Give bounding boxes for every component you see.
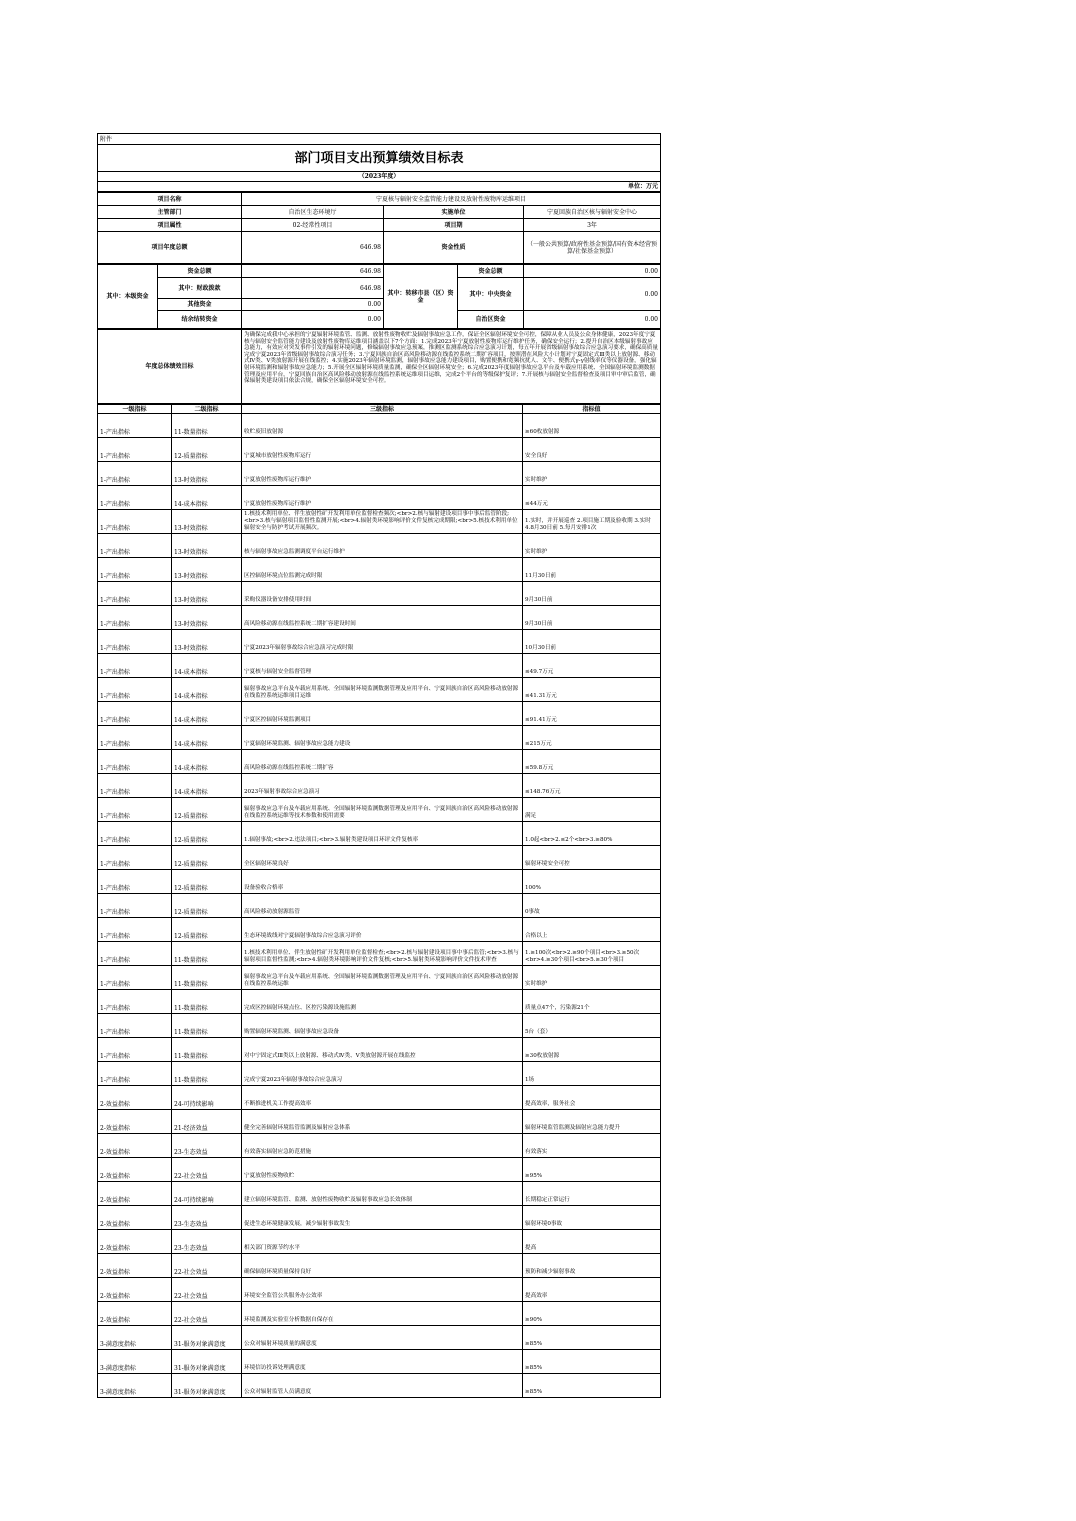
annual-total-value: 646.98 (242, 232, 384, 264)
indicator-level2: 21-经济效益 (172, 1110, 242, 1134)
indicator-level2: 13-时效指标 (172, 534, 242, 558)
transfer-total-label: 资金总额 (458, 265, 524, 278)
indicator-level1: 2-效益指标 (98, 1110, 172, 1134)
indicator-level3: 宁夏核与辐射安全监督管理 (242, 654, 523, 678)
indicator-level1: 1-产出指标 (98, 462, 172, 486)
indicator-level2: 11-数量指标 (172, 1038, 242, 1062)
indicator-level1: 1-产出指标 (98, 438, 172, 462)
indicator-level3: 对中宁固定式Ⅲ类以上放射源、移动式Ⅳ类、Ⅴ类放射源开展在线监控 (242, 1038, 523, 1062)
indicator-level3: 建立辐射环境监管、监测、放射性废物收贮及辐射事故应急长效体制 (242, 1182, 523, 1206)
indicator-level2: 14-成本指标 (172, 774, 242, 798)
indicator-level2: 24-可持续影响 (172, 1182, 242, 1206)
indicator-level1: 2-效益指标 (98, 1158, 172, 1182)
table-row (98, 1206, 661, 1230)
indicator-value: 满足 (523, 798, 661, 822)
table-row (98, 1158, 661, 1182)
table-row (98, 1038, 661, 1062)
table-row (98, 462, 661, 486)
indicator-level1: 2-效益指标 (98, 1182, 172, 1206)
table-row (98, 1182, 661, 1206)
indicator-value: ≤148.76万元 (523, 774, 661, 798)
indicator-level2: 14-成本指标 (172, 702, 242, 726)
indicator-value: 安全良好 (523, 438, 661, 462)
fiscal-value: 646.98 (242, 278, 384, 299)
indicator-level1: 2-效益指标 (98, 1254, 172, 1278)
indicator-level1: 1-产出指标 (98, 606, 172, 630)
indicator-level2: 13-时效指标 (172, 558, 242, 582)
attachment-label: 附件 (98, 134, 661, 145)
indicator-level3: 宁夏区控辐射环境监测项目 (242, 702, 523, 726)
indicator-level1: 1-产出指标 (98, 1014, 172, 1038)
funds-table (97, 264, 661, 329)
indicator-level1: 1-产出指标 (98, 1062, 172, 1086)
table-row (98, 1326, 661, 1350)
indicator-level3: 完成宁夏2023年辐射事故综合应急演习 (242, 1062, 523, 1086)
indicator-level3: 辐射事故应急平台及车载应用系统、全国辐射环境监测数据管理及应用平台、宁夏回族自治区高风险移动放射源在线监控系统运维项目运维 (242, 678, 523, 702)
table-row (98, 1230, 661, 1254)
indicator-level1: 2-效益指标 (98, 1302, 172, 1326)
indicator-level1: 1-产出指标 (98, 654, 172, 678)
indicator-level2: 11-数量指标 (172, 990, 242, 1014)
table-row (98, 606, 661, 630)
indicator-level3: 辐射事故应急平台及车载应用系统、全国辐射环境监测数据管理及应用平台、宁夏回族自治区高风险移动放射源在线监控系统运维 (242, 966, 523, 990)
table-row (98, 654, 661, 678)
indicator-level1: 1-产出指标 (98, 558, 172, 582)
unit-label: 单位：万元 (98, 182, 661, 192)
indicator-value: 有效落实 (523, 1134, 661, 1158)
project-name-label: 项目名称 (98, 193, 242, 206)
indicator-value: 实时维护 (523, 534, 661, 558)
indicator-level2: 12-质量指标 (172, 798, 242, 822)
indicator-level1: 1-产出指标 (98, 750, 172, 774)
table-row (98, 582, 661, 606)
indicator-level2: 31-服务对象满意度 (172, 1374, 242, 1398)
impl-unit-value: 宁夏回族自治区核与辐射安全中心 (524, 206, 661, 219)
indicator-level3: 区控辐射环境点位监测完成时限 (242, 558, 523, 582)
table-row (98, 726, 661, 750)
indicator-value: ≤49.7万元 (523, 654, 661, 678)
goal-label: 年度总体绩效目标 (98, 330, 242, 404)
indicator-level3: 相关部门资源节约水平 (242, 1230, 523, 1254)
goal-table (97, 329, 661, 404)
indicator-level2: 22-社会效益 (172, 1302, 242, 1326)
indicator-level3: 有效落实辐射应急防范措施 (242, 1134, 523, 1158)
indicator-level1: 1-产出指标 (98, 966, 172, 990)
period-label: 项目期 (384, 219, 524, 232)
indicator-level3: 促进生态环境健康发展，减少辐射事故发生 (242, 1206, 523, 1230)
indicator-table (97, 404, 661, 1398)
table-row (98, 918, 661, 942)
central-label: 其中：中央资金 (458, 278, 524, 311)
indicator-level3: 宁夏城市放射性废物库运行 (242, 438, 523, 462)
indicator-level1: 2-效益指标 (98, 1278, 172, 1302)
table-row (98, 870, 661, 894)
indicator-level1: 1-产出指标 (98, 990, 172, 1014)
indicator-value: ≤41.31万元 (523, 678, 661, 702)
indicator-level2: 13-时效指标 (172, 630, 242, 654)
indicator-level2: 24-可持续影响 (172, 1086, 242, 1110)
indicator-level3: 1.核技术利用单位、伴生放射性矿开发利用单位监督检查频次;<br>2.核与辐射建设项目事中事后监管阶段;<br>3.核与辐射项目监督性监测开展;<br>4.辐射类环境影响评价文件复核完成期限;<br>5.核技术利用单位辐射安全与防护考试开展频次。 (242, 510, 523, 534)
annual-total-label: 项目年度总额 (98, 232, 242, 264)
table-row (98, 486, 661, 510)
indicator-value: 合格以上 (523, 918, 661, 942)
table-row (98, 822, 661, 846)
period-value: 3年 (524, 219, 661, 232)
indicator-level3: 完成区控辐射环境点位、区控污染源设施监测 (242, 990, 523, 1014)
table-row (98, 1302, 661, 1326)
indicator-value: 1场 (523, 1062, 661, 1086)
indicator-level2: 14-成本指标 (172, 726, 242, 750)
indicator-level2: 23-生态效益 (172, 1134, 242, 1158)
indicator-level2: 12-质量指标 (172, 846, 242, 870)
indicator-level1: 1-产出指标 (98, 678, 172, 702)
indicator-level1: 1-产出指标 (98, 774, 172, 798)
table-row (98, 1278, 661, 1302)
table-row (98, 534, 661, 558)
indicator-level1: 1-产出指标 (98, 1038, 172, 1062)
indicator-level1: 2-效益指标 (98, 1230, 172, 1254)
indicator-level2: 12-质量指标 (172, 438, 242, 462)
indicator-level3: 全区辐射环境良好 (242, 846, 523, 870)
fund-total-value: 646.98 (242, 265, 384, 278)
table-row (98, 846, 661, 870)
indicator-level3: 宁夏2023年辐射事故综合应急演习完成时限 (242, 630, 523, 654)
table-row (98, 750, 661, 774)
table-row (98, 1134, 661, 1158)
indicator-header-level3: 三级指标 (242, 405, 523, 414)
indicator-level1: 1-产出指标 (98, 894, 172, 918)
goal-text: 为确保完成我中心承担的宁夏辐射环境监管、监测、放射性废物收贮及辐射事故应急工作，保证全区辐射环境安全可控，保障从业人员及公众身体健康，2023年度宁夏核与辐射安全监管能力建设及放射性废物库运维项目涵盖以下7个方面：1.完成2023年宁夏放射性废物库运行维护任务，确保安全运行；2.提升自治区本级辐射事故应急能力，有效应对突发事件引发的辐射环境问题，修编辐射事故应急预案，推测区监测系统综合应急演习计划，每五年开展省级辐射事故综合应急演习要求，确保高质量完成宁夏2023年省级辐射事故综合演习任务；3.宁夏回族自治区高风险移动源在线监控系统二期扩容项目，按照潜在风险大小计划对宁夏固定式Ⅲ类以上放射源、移动式Ⅳ类、Ⅴ类放射源开展在线监控；4.实施2023年辐射环境监测，辐射事故应急能力建设项目，购置便携和宽频抗扰人、文牛、便携式γ-γ射线率仪等仪器设备，强化辐射环境监测和辐射事故应急能力；5.开展全区辐射环境质量监测，确保全区辐射环境安全；6.完成2023年度辐射事故应急平台及车载应用系统、全国辐射环境监测数据管理及应用平台，宁夏回族自治区高风险移动放射源在线监控系统运维项目运维，完成2个平台的等级保护复评；7.开展核与辐射安全监督检查及项目审中审后监管，确保辐射类建设项目依法合规，确保全区辐射环境安全可控。 (242, 330, 661, 404)
indicator-level1: 1-产出指标 (98, 702, 172, 726)
indicator-level1: 3-满意度指标 (98, 1374, 172, 1398)
indicator-value: 实时维护 (523, 966, 661, 990)
indicator-value: ≥30枚放射源 (523, 1038, 661, 1062)
indicator-level1: 3-满意度指标 (98, 1326, 172, 1350)
indicator-level3: 生态环境战线对宁夏辐射事故综合应急演习评价 (242, 918, 523, 942)
other-fund-label: 其他资金 (158, 299, 242, 311)
transfer-fund-label: 其中：转移市县（区）资金 (384, 265, 458, 329)
table-row (98, 1086, 661, 1110)
indicator-level2: 13-时效指标 (172, 606, 242, 630)
indicator-level1: 1-产出指标 (98, 630, 172, 654)
performance-target-sheet (97, 133, 660, 1398)
indicator-level3: 高风险移动源在线监控系统二期扩容 (242, 750, 523, 774)
indicator-value: ≤44万元 (523, 486, 661, 510)
table-row (98, 990, 661, 1014)
indicator-value: 1.≥100次<br>2.≥90个项目<br>3.≥50次<br>4.≥30个项目<br>5.≥30个项目 (523, 942, 661, 966)
indicator-level2: 12-质量指标 (172, 894, 242, 918)
table-row (98, 630, 661, 654)
indicator-level3: 1.辐射事故;<br>2.违法项目;<br>3.辐射类建设项目环评文件复核率 (242, 822, 523, 846)
indicator-level2: 11-数量指标 (172, 1062, 242, 1086)
indicator-value: 长期稳定正常运行 (523, 1182, 661, 1206)
table-row (98, 1014, 661, 1038)
indicator-value: 预防和减少辐射事故 (523, 1254, 661, 1278)
indicator-level3: 采购仪器设备安排使用时间 (242, 582, 523, 606)
indicator-value: ≥85% (523, 1326, 661, 1350)
indicator-value: 5台（套） (523, 1014, 661, 1038)
indicator-level2: 22-社会效益 (172, 1254, 242, 1278)
indicator-level1: 1-产出指标 (98, 510, 172, 534)
indicator-level2: 31-服务对象满意度 (172, 1326, 242, 1350)
indicator-level1: 1-产出指标 (98, 942, 172, 966)
indicator-header-level2: 二级指标 (172, 405, 242, 414)
indicator-header-level1: 一级指标 (98, 405, 172, 414)
indicator-level3: 收贮废旧放射源 (242, 414, 523, 438)
indicator-level1: 2-效益指标 (98, 1086, 172, 1110)
indicator-value: ≤91.41万元 (523, 702, 661, 726)
indicator-value: 提高效率 (523, 1278, 661, 1302)
indicator-value: 10月30日前 (523, 630, 661, 654)
indicator-level1: 1-产出指标 (98, 846, 172, 870)
indicator-value: 11月30日前 (523, 558, 661, 582)
table-row (98, 702, 661, 726)
indicator-level2: 22-社会效益 (172, 1278, 242, 1302)
indicator-value: 提高效率，服务社会 (523, 1086, 661, 1110)
table-row (98, 1110, 661, 1134)
table-row (98, 942, 661, 966)
fiscal-label: 其中：财政拨款 (158, 278, 242, 299)
indicator-level3: 健全完善辐射环境监管监测及辐射应急体系 (242, 1110, 523, 1134)
indicator-level1: 1-产出指标 (98, 534, 172, 558)
table-row (98, 438, 661, 462)
table-row (98, 894, 661, 918)
attr-value: 02-经常性项目 (242, 219, 384, 232)
indicator-level3: 高风险移动源在线监控系统二期扩容建设时间 (242, 606, 523, 630)
indicator-level3: 辐射事故应急平台及车载应用系统、全国辐射环境监测数据管理及应用平台、宁夏回族自治区高风险移动放射源在线监控系统运维等技术参数和使用需要 (242, 798, 523, 822)
info-table (97, 192, 661, 264)
indicator-level3: 2023年辐射事故综合应急演习 (242, 774, 523, 798)
project-name-value: 宁夏核与辐射安全监管能力建设及放射性废物库运维项目 (242, 193, 661, 206)
table-row (98, 510, 661, 534)
indicator-value: 1.实时，并开展巡查 2.项目施工期及验收期 3.实时 4.8月30日前 5.每月安排1次 (523, 510, 661, 534)
indicator-level2: 11-数量指标 (172, 1014, 242, 1038)
indicator-level1: 3-满意度指标 (98, 1350, 172, 1374)
indicator-level2: 23-生态效益 (172, 1230, 242, 1254)
indicator-level3: 环境监测及实验室分析数据自保存在 (242, 1302, 523, 1326)
indicator-level2: 11-数量指标 (172, 414, 242, 438)
year-label: （2023年度） (98, 172, 661, 182)
indicator-value: ≥60枚放射源 (523, 414, 661, 438)
table-row (98, 1254, 661, 1278)
indicator-header-value: 指标值 (523, 405, 661, 414)
impl-unit-label: 实施单位 (384, 206, 524, 219)
indicator-value: 0事故 (523, 894, 661, 918)
carryover-label: 结余结转资金 (158, 311, 242, 329)
indicator-value: ≥90% (523, 1302, 661, 1326)
indicator-level1: 1-产出指标 (98, 582, 172, 606)
indicator-value: ≥95% (523, 1158, 661, 1182)
indicator-level2: 12-质量指标 (172, 918, 242, 942)
indicator-value: 辐射环境0事故 (523, 1206, 661, 1230)
table-row (98, 558, 661, 582)
fund-total-label: 资金总额 (158, 265, 242, 278)
indicator-level2: 13-时效指标 (172, 582, 242, 606)
table-row (98, 966, 661, 990)
indicator-value: 9月30日前 (523, 606, 661, 630)
indicator-level2: 13-时效指标 (172, 510, 242, 534)
table-row (98, 1374, 661, 1398)
indicator-level2: 14-成本指标 (172, 678, 242, 702)
indicator-level2: 11-数量指标 (172, 966, 242, 990)
indicator-level2: 14-成本指标 (172, 486, 242, 510)
indicator-value: ≤59.8万元 (523, 750, 661, 774)
table-row (98, 1062, 661, 1086)
indicator-level3: 宁夏放射性废物收贮 (242, 1158, 523, 1182)
indicator-level3: 1.核技术利用单位、伴生放射性矿开发利用单位监督检查;<br>2.核与辐射建设项目事中事后监管;<br>3.核与辐射项目监督性监测;<br>4.辐射类环境影响评价文件复核;<br>5.辐射类环境影响评价文件技术审查 (242, 942, 523, 966)
indicator-level2: 23-生态效益 (172, 1206, 242, 1230)
indicator-value: 100% (523, 870, 661, 894)
indicator-value: 质量点47个，污染源21个 (523, 990, 661, 1014)
indicator-level1: 1-产出指标 (98, 414, 172, 438)
other-fund-value: 0.00 (242, 299, 384, 311)
carryover-value: 0.00 (242, 311, 384, 329)
indicator-level1: 1-产出指标 (98, 918, 172, 942)
indicator-level3: 宁夏放射性废物库运行维护 (242, 486, 523, 510)
indicator-level2: 14-成本指标 (172, 654, 242, 678)
table-row (98, 678, 661, 702)
transfer-total-value: 0.00 (524, 265, 661, 278)
indicator-level2: 14-成本指标 (172, 750, 242, 774)
indicator-level1: 1-产出指标 (98, 486, 172, 510)
indicator-value: ≤215万元 (523, 726, 661, 750)
indicator-value: 辐射环境监管监测及辐射应急能力提升 (523, 1110, 661, 1134)
indicator-value: 提高 (523, 1230, 661, 1254)
indicator-level3: 宁夏辐射环境监测、辐射事故应急能力建设 (242, 726, 523, 750)
indicator-level2: 11-数量指标 (172, 942, 242, 966)
page-title: 部门项目支出预算绩效目标表 (98, 145, 661, 172)
indicator-value: 1.0起<br>2.≤2个<br>3.≥80% (523, 822, 661, 846)
dept-label: 主管部门 (98, 206, 242, 219)
indicator-level2: 13-时效指标 (172, 462, 242, 486)
indicator-level1: 1-产出指标 (98, 798, 172, 822)
indicator-level1: 2-效益指标 (98, 1206, 172, 1230)
region-fund-value: 0.00 (524, 311, 661, 329)
indicator-level3: 公众对辐射监管人员满意度 (242, 1374, 523, 1398)
indicator-level3: 确保辐射环境质量保持良好 (242, 1254, 523, 1278)
table-row (98, 774, 661, 798)
attr-label: 项目属性 (98, 219, 242, 232)
region-fund-label: 自治区资金 (458, 311, 524, 329)
indicator-level1: 1-产出指标 (98, 870, 172, 894)
indicator-value: 实时维护 (523, 462, 661, 486)
indicator-level1: 1-产出指标 (98, 726, 172, 750)
dept-value: 自治区生态环境厅 (242, 206, 384, 219)
central-value: 0.00 (524, 278, 661, 311)
fund-nature-label: 资金性质 (384, 232, 524, 264)
indicator-level3: 设备验收合格率 (242, 870, 523, 894)
indicator-rows (98, 414, 661, 1398)
fund-nature-value: （一般公共预算/政府性基金预算/国有资本经营预算/社保基金预算） (524, 232, 661, 264)
table-row (98, 798, 661, 822)
indicator-level1: 2-效益指标 (98, 1134, 172, 1158)
indicator-value: ≥85% (523, 1374, 661, 1398)
indicator-level3: 不断推进机关工作提高效率 (242, 1086, 523, 1110)
indicator-level3: 购置辐射环境监测、辐射事故应急设备 (242, 1014, 523, 1038)
indicator-level2: 22-社会效益 (172, 1158, 242, 1182)
local-fund-label: 其中：本级资金 (98, 265, 158, 329)
indicator-level3: 公众对辐射环境质量的满意度 (242, 1326, 523, 1350)
indicator-level3: 宁夏放射性废物库运行维护 (242, 462, 523, 486)
indicator-level3: 高风险移动放射源监管 (242, 894, 523, 918)
indicator-value: 辐射环境安全可控 (523, 846, 661, 870)
table-row (98, 414, 661, 438)
indicator-level2: 31-服务对象满意度 (172, 1350, 242, 1374)
indicator-value: 9月30日前 (523, 582, 661, 606)
indicator-level1: 1-产出指标 (98, 822, 172, 846)
table-row (98, 1350, 661, 1374)
indicator-level3: 环境安全监管公共服务办公效率 (242, 1278, 523, 1302)
indicator-level3: 环境信访投诉处理满意度 (242, 1350, 523, 1374)
indicator-level2: 12-质量指标 (172, 870, 242, 894)
header-table (97, 133, 661, 192)
indicator-value: ≥85% (523, 1350, 661, 1374)
indicator-level2: 12-质量指标 (172, 822, 242, 846)
indicator-level3: 核与辐射事故应急监测调度平台运行维护 (242, 534, 523, 558)
